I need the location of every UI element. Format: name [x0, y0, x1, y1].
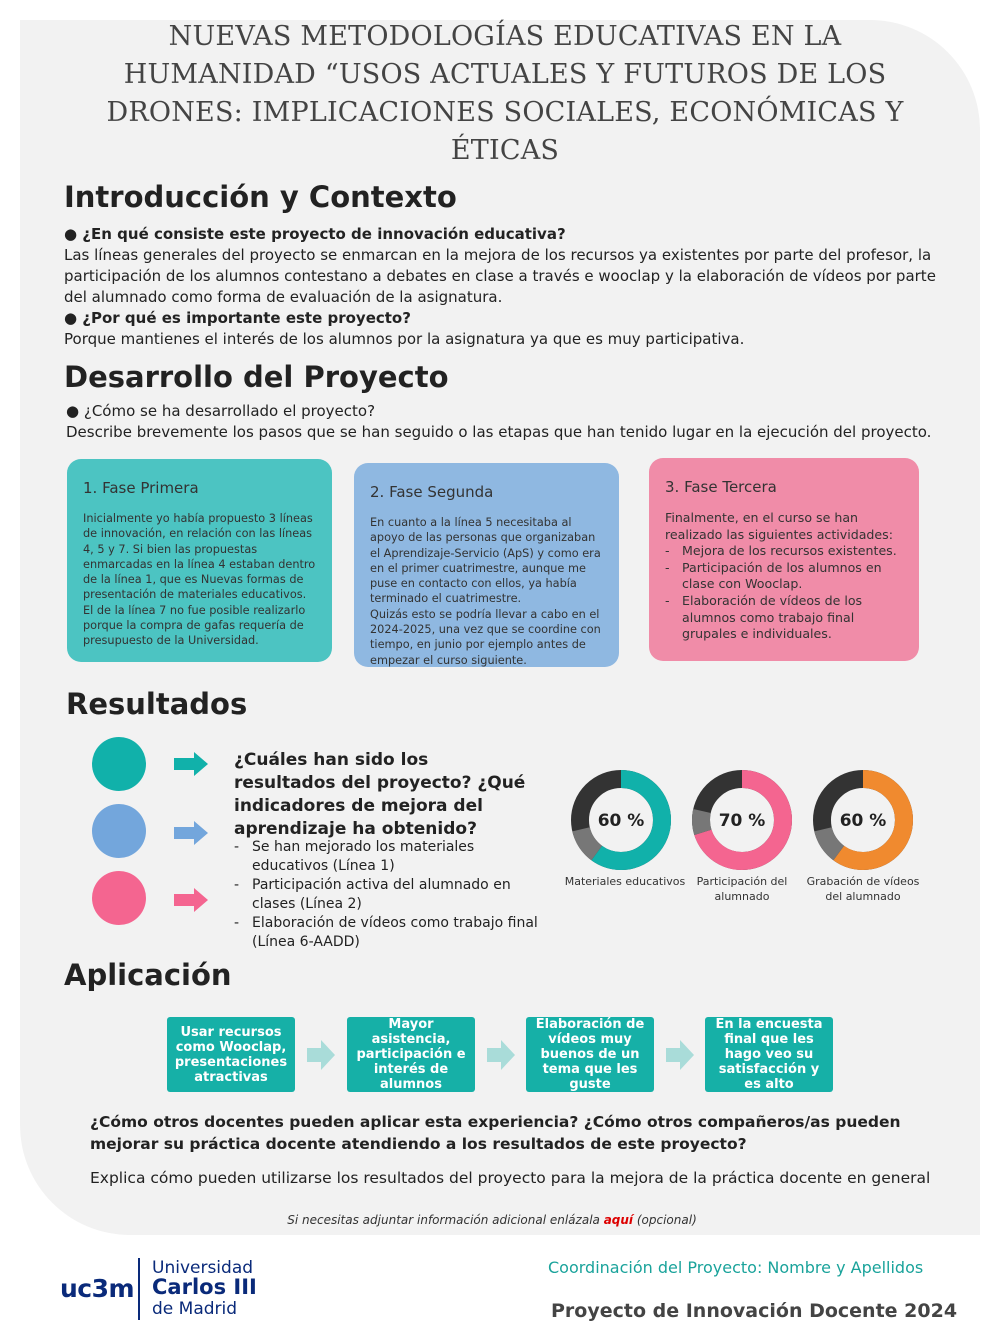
logo-line-1: Universidad	[152, 1258, 254, 1278]
flow-step-4: En la encuesta final que les hago veo su satisfacción y es alto	[705, 1017, 833, 1092]
desarrollo-section	[66, 401, 966, 443]
intro-question-2: ● ¿Por qué es importante este proyecto?	[64, 309, 411, 327]
flow-arrow-icon	[487, 1040, 515, 1070]
resultados-list	[234, 838, 552, 952]
logo-divider	[138, 1258, 140, 1320]
intro-answer-2: Porque mantienes el interés de los alumnos por la asignatura ya que es muy participativa.	[64, 330, 745, 348]
resultados-item: - Se han mejorado los materiales educativos (Línea 1)	[252, 838, 552, 876]
phase-card-2	[354, 463, 619, 667]
flow-step-3: Elaboración de vídeos muy buenos de un tema que les guste	[526, 1017, 654, 1092]
donut-participacion-value: 70 %	[718, 811, 766, 831]
resultados-question: ¿Cuáles han sido los resultados del proyecto? ¿Qué indicadores de mejora del aprendizaje ha obtenido?	[234, 750, 526, 839]
note-text-before: Si necesitas adjuntar información adicional enlázala	[287, 1213, 604, 1227]
flow-step-1: Usar recursos como Wooclap, presentaciones atractivas	[167, 1017, 295, 1092]
donut-materiales-value: 60 %	[597, 811, 645, 831]
aplicacion-text: Explica cómo pueden utilizarse los resultados del proyecto para la mejora de la práctica docente en general	[90, 1169, 931, 1187]
note-link[interactable]: aquí	[603, 1213, 634, 1227]
phase-card-3	[649, 458, 919, 661]
intro-heading: Introducción y Contexto	[64, 180, 457, 214]
flow-arrow-icon	[666, 1040, 694, 1070]
resultados-item: - Elaboración de vídeos como trabajo final (Línea 6-AADD)	[252, 914, 552, 952]
project-label: Proyecto de Innovación Docente 2024	[551, 1300, 958, 1322]
phase-card-1	[67, 459, 332, 662]
phase-3-list	[665, 543, 905, 643]
donut-materiales-caption: Materiales educativos	[564, 875, 686, 888]
phase-2-title: 2. Fase Segunda	[370, 483, 494, 501]
resultados-item: - Participación activa del alumnado en clases (Línea 2)	[252, 876, 552, 914]
coordination-label: Coordinación del Proyecto: Nombre y Apellidos	[548, 1258, 924, 1277]
phase-1-title: 1. Fase Primera	[83, 479, 199, 497]
teal-arrow-icon	[174, 752, 208, 776]
intro-section	[64, 224, 944, 350]
phase-3-item: - Elaboración de vídeos de los alumnos como trabajo final grupales e individuales.	[682, 593, 905, 643]
logo-line-2: Carlos III	[152, 1275, 257, 1299]
flow-step-2: Mayor asistencia, participación e interés de alumnos	[347, 1017, 475, 1092]
poster-title: NUEVAS METODOLOGÍAS EDUCATIVAS EN LA HUMANIDAD “USOS ACTUALES Y FUTUROS DE LOS DRONES: IMPLICACIONES SOCIALES, ECONÓMICAS Y ÉTICAS	[106, 21, 904, 166]
phase-2-text: En cuanto a la línea 5 necesitaba al apoyo de las personas que organizaban el Aprendizaje-Servicio (ApS) y como era en el primer cuatrimestre, aunque me puse en contacto con ellos, ya había terminado el cuatrimestre. Quizás esto se podría llevar a cabo en el 2024-2025, una vez que se coordine con tiempo, en junio por ejemplo antes de empezar el curso siguiente.	[370, 516, 601, 667]
phase-3-intro: Finalmente, en el curso se han realizado las siguientes actividades:	[665, 510, 893, 542]
donut-grabacion-caption: Grabación de vídeos del alumnado	[806, 875, 920, 903]
aplicacion-heading: Aplicación	[64, 958, 232, 992]
additional-info-note	[0, 1213, 984, 1227]
donut-grabacion-value: 60 %	[839, 811, 887, 831]
resultados-heading: Resultados	[66, 687, 248, 721]
desarrollo-heading: Desarrollo del Proyecto	[64, 360, 449, 394]
phase-3-item: - Mejora de los recursos existentes.	[682, 543, 905, 560]
phase-3-title: 3. Fase Tercera	[665, 478, 777, 496]
flow-arrow-icon	[307, 1040, 335, 1070]
donut-materiales	[569, 768, 673, 872]
aplicacion-question: ¿Cómo otros docentes pueden aplicar esta experiencia? ¿Cómo otros compañeros/as pueden mejorar su práctica docente atendiendo a los resultados de este proyecto?	[90, 1113, 901, 1153]
phase-3-item: - Participación de los alumnos en clase con Wooclap.	[682, 560, 905, 593]
phase-1-text: Inicialmente yo había propuesto 3 líneas de innovación, en relación con las líneas 4, 5 y 7. Si bien las propuestas enmarcadas en la línea 4 estaban dentro de la línea 1, que es Nuevas formas de presentación de materiales educativos. El de la línea 7 no fue posible realizarlo porque la compra de gafas requería de presupuesto de la Universidad.	[83, 512, 316, 648]
desarrollo-answer: Describe brevemente los pasos que se han seguido o las etapas que han tenido lugar en la ejecución del proyecto.	[66, 423, 932, 441]
pink-arrow-icon	[174, 888, 208, 912]
teal-circle	[92, 737, 146, 791]
desarrollo-question: ● ¿Cómo se ha desarrollado el proyecto?	[66, 402, 376, 420]
blue-arrow-icon	[174, 821, 208, 845]
intro-answer-1: Las líneas generales del proyecto se enmarcan en la mejora de los recursos ya existentes por parte del profesor, la participación de los alumnos contestano a debates en clase a través e wooclap y la elaboración de vídeos por parte del alumnado como forma de evaluación de la asignatura.	[64, 246, 936, 306]
pink-circle	[92, 871, 146, 925]
intro-question-1: ● ¿En qué consiste este proyecto de innovación educativa?	[64, 225, 566, 243]
blue-circle	[92, 804, 146, 858]
logo-short: uc3m	[60, 1274, 135, 1303]
donut-participacion-caption: Participación del alumnado	[696, 875, 788, 903]
donut-grabacion	[811, 768, 915, 872]
logo-line-3: de Madrid	[152, 1299, 238, 1319]
donut-participacion	[690, 768, 794, 872]
note-text-after: (opcional)	[633, 1213, 697, 1227]
